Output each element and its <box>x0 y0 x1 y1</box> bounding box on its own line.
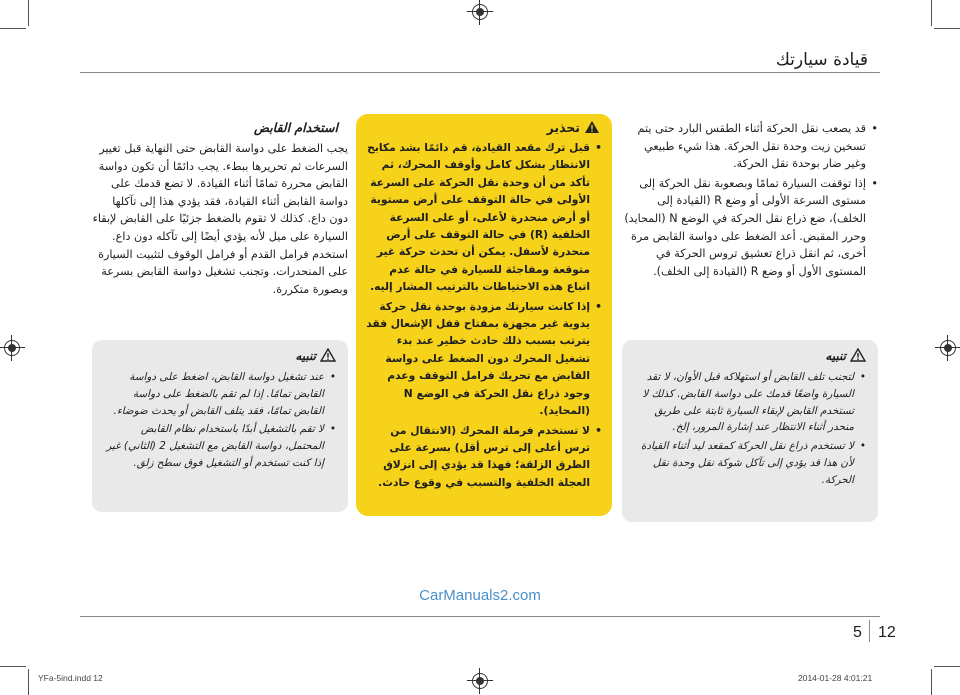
list-item: • إذا توقفت السيارة تمامًا وبصعوبة نقل الحركة إلى مستوى السرعة الأولى أو وضع R (القيادة إلى الخلف)، ضع ذراع نقل الحركة في الوضع N (المحايد) وحرر المقبض. أعد الضغط على دواسة القابض مرة أخرى، ثم انقل ذراع تعشيق تروس الحركة في المستوى الأول أو وضع R (القيادة إلى الخلف). <box>622 175 878 281</box>
subsection-title: استخدام القابض <box>253 120 338 135</box>
footer-timestamp: 2014-01-28 4:01:21 <box>798 673 873 683</box>
header-rule <box>80 72 880 73</box>
list-item: • قد يصعب نقل الحركة أثناء الطقس البارد حتى يتم تسخين زيت وحدة نقل الحركة. هذا شيء طبيعي وغير ضار بوحدة نقل الحركة. <box>622 120 878 173</box>
registration-mark-icon <box>472 673 488 689</box>
registration-mark-icon <box>4 340 20 356</box>
crop-mark <box>0 666 26 667</box>
crop-mark <box>931 0 932 26</box>
registration-mark-icon <box>940 340 956 356</box>
crop-mark <box>28 669 29 695</box>
warning-title: تحذير <box>546 120 580 135</box>
caution-box <box>622 340 878 522</box>
page-number-divider <box>869 620 870 642</box>
footer-filename: YFa-5ind.indd 12 <box>38 673 103 683</box>
crop-mark <box>28 0 29 26</box>
warning-triangle-icon <box>320 348 336 362</box>
crop-mark <box>0 28 26 29</box>
caution-title: تنبيه <box>295 349 316 363</box>
list-item: • لا تستخدم فرملة المحرك (الانتقال من ترس أعلى إلى ترس أقل) بسرعة على الطرق الزلقة؛ فهذا قد يؤدي إلى انزلاق العجلة الخلفية والتسبب في وقوع حادث. <box>364 422 602 492</box>
warning-triangle-icon <box>584 120 600 134</box>
list-item: • إذا كانت سيارتك مزودة بوحدة نقل حركة يدوية غير مجهزة بمفتاح قفل الإشعال فقد يترتب بسبب ذلك حادث خطير عند بدء تشغيل المحرك دون الضغط على دواسة القابض مع تحريك فرامل التوقف وعدم وجود ذراع نقل الحركة في الوضع N (المحايد). <box>364 298 602 420</box>
caution-heading <box>92 348 336 363</box>
list-item: • قبل ترك مقعد القيادة، قم دائمًا بشد مكابح الانتظار بشكل كامل وأوقف المحرك، ثم تأكد من أن وحدة نقل الحركة على السرعة الأولى في حالة التوقف على أرض مستوية أو أرض منحدرة لأعلى، أو على السرعة الخلفية (R) في حالة التوقف على أرض منحدرة لأسفل. يمكن أن تحدث حركة غير متوقعة ومفاجئة للسيارة في حالة عدم اتباع هذه الاحتياطات بالترتيب المشار إليه. <box>364 139 602 296</box>
right-column <box>622 120 878 282</box>
warning-box <box>356 114 612 516</box>
list-item: • لتجنب تلف القابض أو استهلاكه قبل الأوان، لا تقد السيارة واضعًا قدمك على دواسة القابض. كذلك لا تستخدم القابض لإبقاء السيارة ثابتة على طريق منحدر أثناء الانتظار عند إشارة المرور، إلخ. <box>630 369 866 436</box>
left-column-body: يجب الضغط على دواسة القابض حتى النهاية قبل تغيير السرعات ثم تحريرها ببطء. يجب دائمًا أن تكون دواسة القابض محررة تمامًا أثناء القيادة. لا تضع قدمك على دواسة القابض أثناء القيادة، فقد يؤدي هذا إلى تآكلها دون داع. كذلك لا تقوم بالضغط جزئيًا على القابض لإبقاء السيارة على ميل لأنه يؤدي أيضًا إلى تآكله دون داع. استخدم فرامل القدم أو فرامل الوقوف لتثبيت السيارة على المنحدرات. وتجنب تشغيل دواسة القابض بسرعة وبصورة متكررة. <box>92 142 348 296</box>
warning-triangle-icon <box>850 348 866 362</box>
crop-mark <box>934 666 960 667</box>
page-number: 12 <box>878 624 896 641</box>
watermark-link[interactable]: CarManuals2.com <box>419 587 541 604</box>
warning-heading <box>356 120 600 135</box>
registration-mark-icon <box>472 4 488 20</box>
caution-title: تنبيه <box>825 349 846 363</box>
list-item: • عند تشغيل دواسة القابض، اضغط على دواسة القابض تمامًا. إذا لم تقم بالضغط على دواسة القابض تمامًا، فقد يتلف القابض أو يحدث ضوضاء. <box>100 369 336 419</box>
section-number: 5 <box>853 624 862 641</box>
list-item: • لا تستخدم ذراع نقل الحركة كمقعد ليد أثناء القيادة لأن هذا قد يؤدي إلى تآكل شوكة نقل وحدة نقل الحركة. <box>630 438 866 488</box>
crop-mark <box>934 28 960 29</box>
footer-rule <box>80 616 880 617</box>
caution-heading <box>622 348 866 363</box>
section-title: قيادة سيارتك <box>775 50 868 70</box>
caution-box <box>92 340 348 512</box>
list-item: • لا تقم بالتشغيل أبدًا باستخدام نظام القابض المحتمل، دواسة القابض مع التشغيل 2 (الثاني) غير إذا كنت تستخدم أو التشغيل فوق سطح زلق. <box>100 421 336 471</box>
crop-mark <box>931 669 932 695</box>
